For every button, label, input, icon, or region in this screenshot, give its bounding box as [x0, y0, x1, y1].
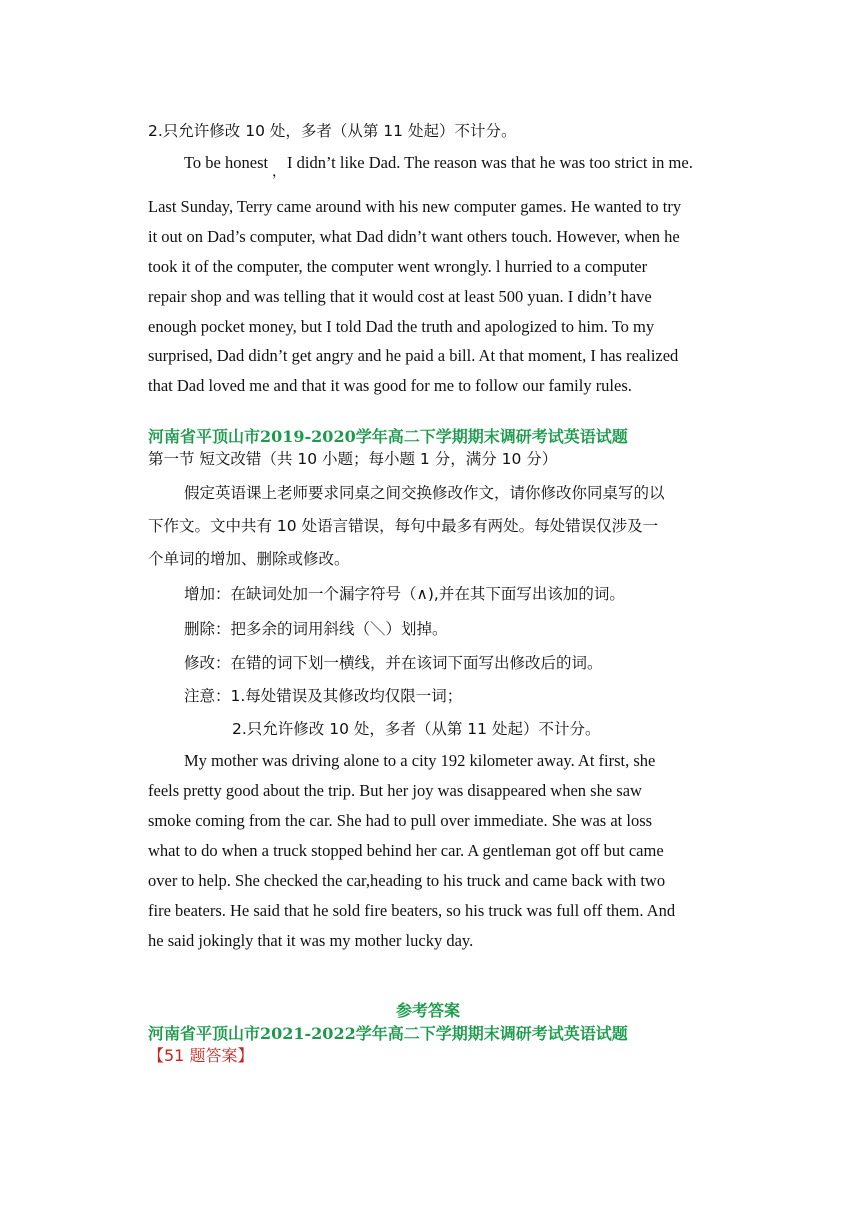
passage-line: Last Sunday, Terry came around with his new computer games. He wanted to try — [148, 197, 682, 216]
answers-heading: 河南省平顶山市2021-2022学年高二下学期期末调研考试英语试题 — [148, 1024, 628, 1043]
answers-title: 参考答案 — [396, 1001, 461, 1020]
section-heading: 河南省平顶山市2019-2020学年高二下学期期末调研考试英语试题 — [148, 427, 628, 446]
passage-line: what to do when a truck stopped behind her car. A gentleman got off but came — [148, 841, 664, 860]
passage-line: smoke coming from the car. She had to pull over immediate. She was at loss — [148, 811, 653, 830]
passage-line: fire beaters. He said that he sold fire beaters, so his truck was full off them. And — [148, 901, 676, 920]
passage-first-line-comma: ， — [272, 165, 286, 180]
answer-label: 【51 题答案】 — [148, 1046, 254, 1065]
delete-rule: 删除：把多余的词用斜线（＼）划掉。 — [184, 620, 448, 638]
passage-line: over to help. She checked the car,heading to his truck and came back with two — [148, 871, 666, 890]
intro-line: 假定英语课上老师要求同桌之间交换修改作文，请你修改你同桌写的以 — [184, 484, 665, 502]
note-line-2: 2.只允许修改 10 处，多者（从第 11 处起）不计分。 — [232, 720, 601, 738]
intro-line: 下作文。文中共有 10 处语言错误，每句中最多有两处。每处错误仅涉及一 — [148, 517, 659, 535]
passage-line: that Dad loved me and that it was good for me to follow our family rules. — [148, 376, 632, 395]
note-line-1: 注意：1.每处错误及其修改均仅限一词； — [184, 687, 463, 705]
modify-rule: 修改：在错的词下划一横线，并在该词下面写出修改后的词。 — [184, 654, 603, 672]
passage-line: took it of the computer, the computer went wrongly. l hurried to a computer — [148, 257, 648, 276]
passage-first-line-part-a: To be honest — [184, 153, 269, 172]
intro-line: 个单词的增加、删除或修改。 — [148, 550, 350, 568]
passage-line: My mother was driving alone to a city 192 kilometer away. At first, she — [184, 751, 656, 770]
passage-line: repair shop and was telling that it would cost at least 500 yuan. I didn’t have — [148, 287, 652, 306]
passage-line: he said jokingly that it was my mother lucky day. — [148, 931, 474, 950]
section-subheading: 第一节 短文改错（共 10 小题；每小题 1 分，满分 10 分） — [148, 450, 558, 468]
passage-line: enough pocket money, but I told Dad the truth and apologized to him. To my — [148, 317, 655, 336]
passage-line: it out on Dad’s computer, what Dad didn’t want others touch. However, when he — [148, 227, 680, 246]
add-rule: 增加：在缺词处加一个漏字符号（∧),并在其下面写出该加的词。 — [184, 585, 625, 603]
passage-line: surprised, Dad didn’t get angry and he paid a bill. At that moment, I has realized — [148, 346, 679, 365]
passage-line: feels pretty good about the trip. But her joy was disappeared when she saw — [148, 781, 642, 800]
rule-line-2: 2.只允许修改 10 处，多者（从第 11 处起）不计分。 — [148, 122, 517, 140]
passage-first-line-part-b: I didn’t like Dad. The reason was that he was too strict in me. — [287, 153, 693, 172]
